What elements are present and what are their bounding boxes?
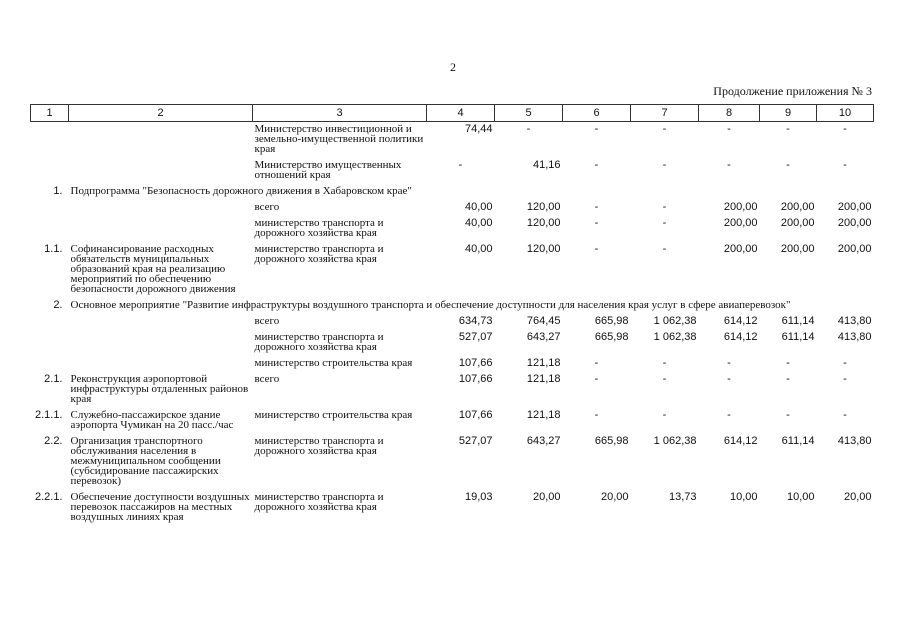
value-cell: - bbox=[786, 409, 790, 421]
value-cell: 19,03 bbox=[464, 491, 493, 503]
item-number: 1. bbox=[53, 185, 63, 197]
value-cell: - bbox=[786, 123, 790, 135]
value-cell: 611,14 bbox=[781, 331, 815, 343]
value-cell: 200,00 bbox=[723, 243, 758, 255]
responsible-party: Министерство имущественных отношений края bbox=[254, 159, 402, 181]
responsible-party: всего bbox=[254, 201, 280, 213]
item-number: 2.1.1. bbox=[34, 409, 63, 421]
value-cell: 665,98 bbox=[594, 435, 629, 447]
value-cell: - bbox=[594, 409, 599, 421]
value-cell: 200,00 bbox=[723, 201, 758, 213]
value-cell: 200,00 bbox=[723, 217, 758, 229]
value-cell: - bbox=[662, 243, 667, 255]
item-number: 2. bbox=[53, 299, 63, 311]
value-cell: - bbox=[662, 159, 667, 171]
value-cell: 120,00 bbox=[526, 243, 561, 255]
value-cell: 614,12 bbox=[723, 435, 758, 447]
responsible-party: всего bbox=[254, 373, 280, 385]
value-cell: 120,00 bbox=[526, 201, 561, 213]
item-description: Организация транспортного обслуживания населения в межмуниципальном сообщении (субсидирование пассажирских перевозок) bbox=[70, 435, 221, 487]
item-number bbox=[31, 200, 69, 216]
value-cell: 643,27 bbox=[526, 331, 561, 343]
responsible-party: всего bbox=[254, 315, 280, 327]
item-description bbox=[69, 158, 253, 184]
value-cell: 121,18 bbox=[526, 373, 561, 385]
column-header: 8 bbox=[699, 105, 760, 122]
value-cell: 20,00 bbox=[532, 491, 561, 503]
value-cell: 121,18 bbox=[526, 409, 561, 421]
table-row bbox=[31, 158, 874, 184]
item-description bbox=[69, 216, 253, 242]
value-cell: - bbox=[594, 201, 599, 213]
value-cell: - bbox=[786, 373, 790, 385]
item-number bbox=[31, 356, 69, 372]
value-cell: - bbox=[458, 159, 463, 171]
item-number: 2.1. bbox=[44, 373, 63, 385]
value-cell: - bbox=[662, 409, 667, 421]
value-cell: 40,00 bbox=[464, 243, 493, 255]
value-cell: 40,00 bbox=[464, 201, 493, 213]
value-cell: 120,00 bbox=[526, 217, 561, 229]
responsible-party: министерство транспорта и дорожного хозяйства края bbox=[254, 331, 384, 353]
value-cell: - bbox=[526, 123, 531, 135]
responsible-party: министерство строительства края bbox=[254, 409, 413, 421]
section-title: Основное мероприятие "Развитие инфраструктуры воздушного транспорта и обеспечение доступности для населения края услуг в сфере авиаперевозок" bbox=[70, 299, 791, 311]
table-row bbox=[31, 314, 874, 330]
item-description bbox=[69, 122, 253, 159]
column-header: 5 bbox=[495, 105, 563, 122]
value-cell: - bbox=[594, 159, 599, 171]
value-cell: - bbox=[727, 159, 731, 171]
value-cell: 527,07 bbox=[458, 435, 493, 447]
value-cell: - bbox=[662, 217, 667, 229]
value-cell: 413,80 bbox=[837, 315, 872, 327]
value-cell: 611,14 bbox=[781, 435, 815, 447]
table-row bbox=[31, 122, 874, 159]
value-cell: 74,44 bbox=[464, 123, 493, 135]
responsible-party: министерство транспорта и дорожного хозяйства края bbox=[254, 217, 384, 239]
value-cell: - bbox=[662, 123, 667, 135]
value-cell: 614,12 bbox=[723, 331, 758, 343]
item-description: Софинансирование расходных обязательств муниципальных образований края на реализацию мероприятий по обеспечению безопасности дорожного движения bbox=[70, 243, 236, 295]
table-row bbox=[31, 372, 874, 408]
value-cell: 764,45 bbox=[526, 315, 561, 327]
item-description: Обеспечение доступности воздушных перевозок пассажиров на местных воздушных линиях края bbox=[70, 491, 250, 523]
column-header: 4 bbox=[427, 105, 495, 122]
value-cell: 643,27 bbox=[526, 435, 561, 447]
value-cell: 20,00 bbox=[843, 491, 872, 503]
header-row bbox=[31, 105, 874, 122]
value-cell: 200,00 bbox=[837, 243, 872, 255]
item-number bbox=[31, 158, 69, 184]
item-description: Служебно-пассажирское здание аэропорта Чумикан на 20 пасс./час bbox=[70, 409, 234, 431]
value-cell: 413,80 bbox=[837, 331, 872, 343]
value-cell: - bbox=[727, 123, 731, 135]
value-cell: - bbox=[594, 123, 599, 135]
value-cell: 1 062,38 bbox=[653, 331, 697, 343]
value-cell: 107,66 bbox=[458, 409, 493, 421]
value-cell: 41,16 bbox=[532, 159, 561, 171]
item-number bbox=[31, 122, 69, 159]
value-cell: 527,07 bbox=[458, 331, 493, 343]
value-cell: - bbox=[727, 409, 731, 421]
value-cell: 200,00 bbox=[837, 201, 872, 213]
column-header: 9 bbox=[760, 105, 817, 122]
continuation-note: Продолжение приложения № 3 bbox=[713, 84, 872, 98]
item-description bbox=[69, 356, 253, 372]
table-row bbox=[31, 184, 874, 200]
value-cell: - bbox=[786, 159, 790, 171]
value-cell: - bbox=[843, 409, 847, 421]
table-row bbox=[31, 200, 874, 216]
value-cell: 200,00 bbox=[780, 201, 815, 213]
table-row bbox=[31, 356, 874, 372]
value-cell: - bbox=[727, 373, 731, 385]
value-cell: - bbox=[843, 357, 847, 369]
column-header: 7 bbox=[631, 105, 699, 122]
value-cell: - bbox=[594, 217, 599, 229]
item-number bbox=[31, 314, 69, 330]
value-cell: - bbox=[662, 373, 667, 385]
value-cell: 107,66 bbox=[458, 357, 493, 369]
value-cell: - bbox=[594, 243, 599, 255]
page-number: 2 bbox=[450, 60, 456, 74]
value-cell: 107,66 bbox=[458, 373, 493, 385]
value-cell: 614,12 bbox=[723, 315, 758, 327]
value-cell: - bbox=[843, 123, 847, 135]
value-cell: - bbox=[594, 357, 599, 369]
item-description bbox=[69, 314, 253, 330]
value-cell: 1 062,38 bbox=[653, 435, 697, 447]
value-cell: 200,00 bbox=[780, 217, 815, 229]
value-cell: 634,73 bbox=[458, 315, 493, 327]
value-cell: 10,00 bbox=[729, 491, 758, 503]
table-row bbox=[31, 434, 874, 490]
item-number: 2.2.1. bbox=[34, 491, 63, 503]
value-cell: 665,98 bbox=[594, 331, 629, 343]
value-cell: 665,98 bbox=[594, 315, 629, 327]
value-cell: - bbox=[662, 201, 667, 213]
column-header: 6 bbox=[563, 105, 631, 122]
item-number: 1.1. bbox=[44, 243, 63, 255]
section-title: Подпрограмма "Безопасность дорожного движения в Хабаровском крае" bbox=[70, 185, 412, 197]
table-row bbox=[31, 216, 874, 242]
responsible-party: министерство транспорта и дорожного хозяйства края bbox=[254, 491, 384, 513]
value-cell: 40,00 bbox=[464, 217, 493, 229]
table-row bbox=[31, 490, 874, 526]
value-cell: 10,00 bbox=[786, 491, 815, 503]
item-description: Реконструкция аэропортовой инфраструктуры отдаленных районов края bbox=[70, 373, 249, 405]
value-cell: 20,00 bbox=[600, 491, 629, 503]
table-row bbox=[31, 330, 874, 356]
value-cell: 200,00 bbox=[837, 217, 872, 229]
value-cell: 611,14 bbox=[781, 315, 815, 327]
value-cell: - bbox=[843, 373, 847, 385]
value-cell: 13,73 bbox=[668, 491, 697, 503]
item-number bbox=[31, 330, 69, 356]
table-row bbox=[31, 408, 874, 434]
item-description bbox=[69, 330, 253, 356]
table-row bbox=[31, 242, 874, 298]
value-cell: 413,80 bbox=[837, 435, 872, 447]
table-row bbox=[31, 298, 874, 314]
responsible-party: Министерство инвестиционной и земельно-имущественной политики края bbox=[254, 123, 424, 155]
responsible-party: министерство транспорта и дорожного хозяйства края bbox=[254, 435, 384, 457]
responsible-party: министерство транспорта и дорожного хозяйства края bbox=[254, 243, 384, 265]
value-cell: - bbox=[786, 357, 790, 369]
item-number: 2.2. bbox=[44, 435, 63, 447]
column-header: 2 bbox=[69, 105, 253, 122]
column-header: 3 bbox=[253, 105, 427, 122]
value-cell: 121,18 bbox=[526, 357, 561, 369]
responsible-party: министерство строительства края bbox=[254, 357, 413, 369]
item-number bbox=[31, 216, 69, 242]
column-header: 1 bbox=[31, 105, 69, 122]
value-cell: - bbox=[594, 373, 599, 385]
value-cell: 1 062,38 bbox=[653, 315, 697, 327]
column-header: 10 bbox=[817, 105, 874, 122]
value-cell: - bbox=[843, 159, 847, 171]
value-cell: 200,00 bbox=[780, 243, 815, 255]
value-cell: - bbox=[662, 357, 667, 369]
item-description bbox=[69, 200, 253, 216]
appendix-table bbox=[30, 104, 874, 526]
value-cell: - bbox=[727, 357, 731, 369]
